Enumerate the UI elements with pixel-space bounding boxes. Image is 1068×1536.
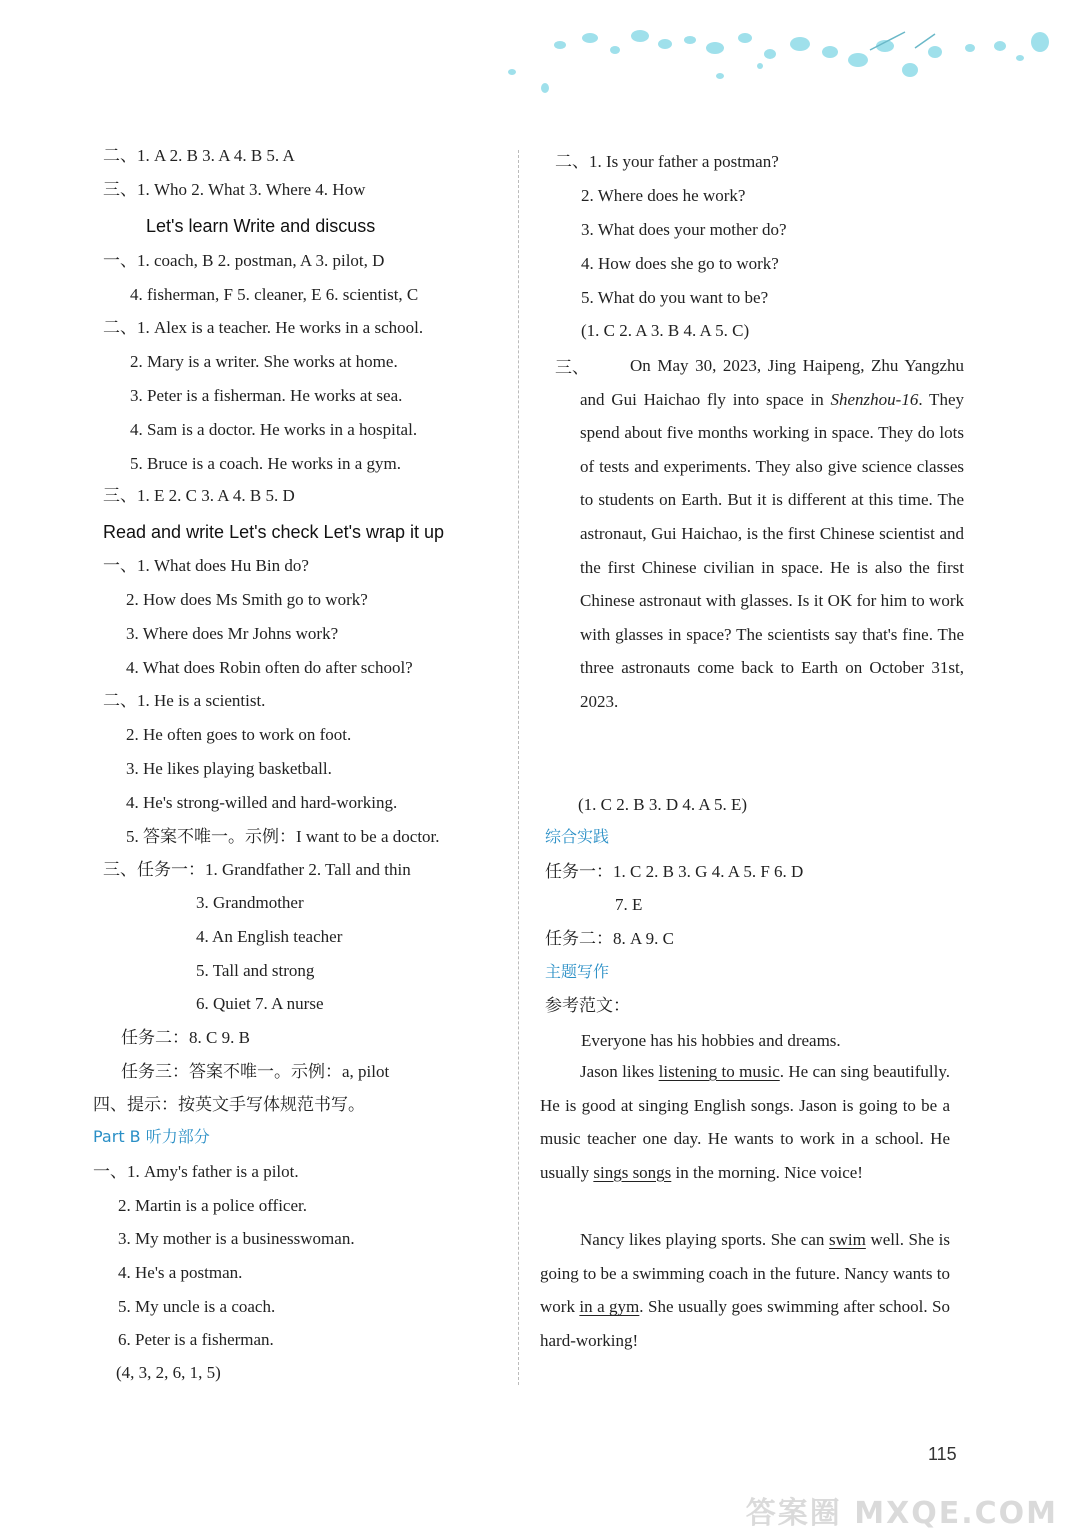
spacecraft-name: Shenzhou-16 bbox=[830, 389, 919, 409]
answer-line: 任务三：答案不唯一。示例：a, pilot bbox=[121, 1062, 390, 1081]
page-number: 115 bbox=[928, 1444, 957, 1464]
underlined-phrase: in a gym bbox=[579, 1297, 640, 1317]
answer-line: 2. Where does he work? bbox=[581, 186, 746, 205]
answer-line: 四、提示：按英文手写体规范书写。 bbox=[93, 1095, 365, 1114]
reading-passage bbox=[580, 349, 964, 719]
answer-line: 4. fisherman, F 5. cleaner, E 6. scientist, C bbox=[130, 285, 419, 304]
answer-line: 7. E bbox=[615, 895, 643, 914]
answer-line: 4. He's strong-willed and hard-working. bbox=[126, 793, 398, 812]
essay-line: Everyone has his hobbies and dreams. bbox=[581, 1031, 841, 1050]
underlined-phrase: sings songs bbox=[593, 1162, 672, 1182]
answer-line: 3. What does your mother do? bbox=[581, 220, 787, 239]
answer-line: 4. He's a postman. bbox=[118, 1263, 243, 1282]
answer-line: 任务二：8. A 9. C bbox=[545, 929, 674, 948]
answer-line: (4, 3, 2, 6, 1, 5) bbox=[116, 1363, 221, 1382]
answer-line: 二、1. A 2. B 3. A 4. B 5. A bbox=[103, 146, 295, 165]
answer-line: 3. Grandmother bbox=[196, 893, 304, 912]
answer-line: 3. Where does Mr Johns work? bbox=[126, 624, 339, 643]
answer-line: 5. My uncle is a coach. bbox=[118, 1297, 276, 1316]
part-b-heading: Part B 听力部分 bbox=[93, 1127, 210, 1146]
answer-line: 5. Tall and strong bbox=[196, 961, 315, 980]
answer-line: 6. Peter is a fisherman. bbox=[118, 1330, 274, 1349]
answer-line: 任务二：8. C 9. B bbox=[121, 1028, 250, 1047]
answer-line: 三、任务一：1. Grandfather 2. Tall and thin bbox=[103, 860, 411, 879]
essay-text: . He can sing beautifully. He is good at singing English songs. Jason is going to be a music teacher one day. He wants to work in a school. He usually bbox=[540, 1062, 951, 1182]
essay-text: in the morning. Nice voice! bbox=[671, 1162, 863, 1182]
answer-line: 3. My mother is a businesswoman. bbox=[118, 1229, 355, 1248]
answer-line: 三、1. Who 2. What 3. Where 4. How bbox=[103, 180, 366, 199]
writing-heading: 主题写作 bbox=[545, 962, 610, 981]
section-heading: Let's learn Write and discuss bbox=[146, 216, 376, 236]
passage-text: On May 30, 2023, Jing Haipeng, Zhu Yangzhu and Gui Haichao fly into space in bbox=[580, 356, 964, 409]
answer-line: 4. How does she go to work? bbox=[581, 254, 779, 273]
practice-heading: 综合实践 bbox=[545, 827, 610, 846]
answer-line: 二、1. Alex is a teacher. He works in a school. bbox=[103, 318, 424, 337]
essay-paragraph bbox=[540, 1223, 950, 1357]
answer-line: 3. He likes playing basketball. bbox=[126, 759, 332, 778]
answer-line: (1. C 2. A 3. B 4. A 5. C) bbox=[581, 321, 750, 340]
passage-text: . They spend about five months working in space. They do lots of tests and experiments. They also give science classes to students on Earth. But it is different at this time. The astronaut, Gui Haichao, is the first Chinese scientist and the first Chinese civilian in space. He is also the first Chinese astronaut with glasses. Is it OK for him to work with glasses in space? The scientists say that's fine. The three astronauts come back to Earth on October 31st, 2023. bbox=[580, 389, 964, 711]
decorative-header-splash bbox=[0, 0, 1068, 110]
essay-text: Jason likes bbox=[580, 1062, 659, 1081]
answer-line: 5. What do you want to be? bbox=[581, 288, 769, 307]
answer-line: 2. How does Ms Smith go to work? bbox=[126, 590, 368, 609]
answer-line: 二、1. Is your father a postman? bbox=[555, 152, 779, 171]
essay-paragraph bbox=[540, 1055, 950, 1189]
answer-line: 一、1. Amy's father is a pilot. bbox=[93, 1162, 299, 1181]
column-divider bbox=[518, 150, 519, 1385]
essay-text: well. She is going to be a swimming coach in the future. Nancy wants to work bbox=[540, 1230, 950, 1317]
answer-line: 3. Peter is a fisherman. He works at sea. bbox=[130, 386, 403, 405]
answer-line: 4. An English teacher bbox=[196, 927, 343, 946]
answer-line: 2. Mary is a writer. She works at home. bbox=[130, 352, 398, 371]
answer-line: 6. Quiet 7. A nurse bbox=[196, 994, 324, 1013]
answer-line: 参考范文： bbox=[545, 996, 630, 1015]
essay-text: . She usually goes swimming after school. So hard-working! bbox=[540, 1297, 950, 1350]
answer-line: 三、1. E 2. C 3. A 4. B 5. D bbox=[103, 486, 295, 505]
answer-line: 任务一：1. C 2. B 3. G 4. A 5. F 6. D bbox=[545, 862, 804, 881]
answer-line: 2. He often goes to work on foot. bbox=[126, 725, 352, 744]
answer-line: (1. C 2. B 3. D 4. A 5. E) bbox=[578, 795, 748, 814]
section-heading: Read and write Let's check Let's wrap it up bbox=[103, 522, 445, 542]
answer-line: 二、1. He is a scientist. bbox=[103, 691, 266, 710]
watermark-logo: 答案圈 MXQE.COM bbox=[745, 1496, 1058, 1531]
section-number: 三、 bbox=[555, 358, 589, 377]
underlined-phrase: swim bbox=[829, 1230, 866, 1249]
answer-line: 一、1. coach, B 2. postman, A 3. pilot, D bbox=[103, 251, 385, 270]
answer-line: 5. 答案不唯一。示例：I want to be a doctor. bbox=[126, 827, 440, 846]
answer-line: 2. Martin is a police officer. bbox=[118, 1196, 307, 1215]
answer-line: 4. Sam is a doctor. He works in a hospital. bbox=[130, 420, 418, 439]
answer-line: 5. Bruce is a coach. He works in a gym. bbox=[130, 454, 401, 473]
answer-line: 4. What does Robin often do after school? bbox=[126, 658, 413, 677]
underlined-phrase: listening to music bbox=[658, 1062, 780, 1081]
answer-line: 一、1. What does Hu Bin do? bbox=[103, 556, 309, 575]
essay-text: Nancy likes playing sports. She can bbox=[580, 1230, 829, 1249]
